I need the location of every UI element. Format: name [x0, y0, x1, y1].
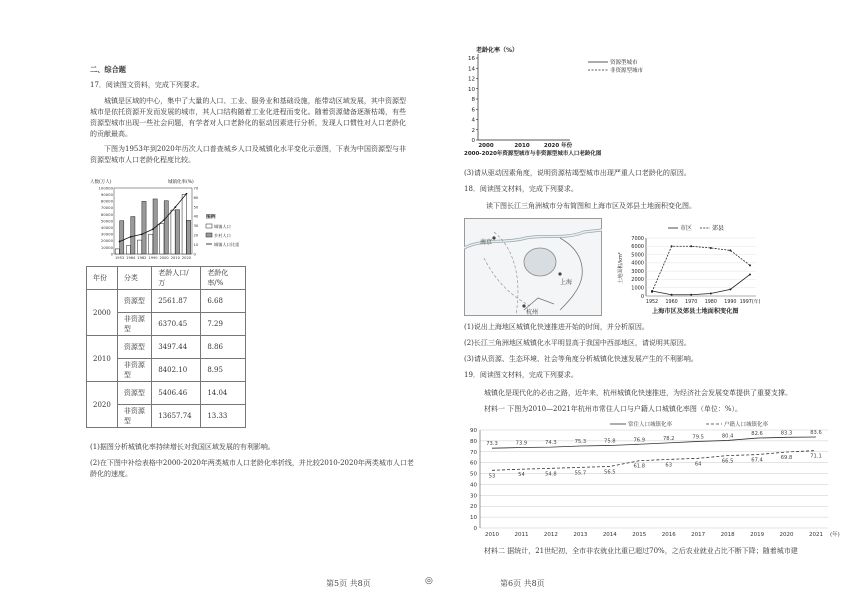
type-cell: 非资源型 [117, 359, 151, 382]
type-cell: 非资源型 [117, 405, 151, 428]
legend-label-urban: 城镇人口 [214, 224, 231, 229]
hz-data-label: 56.5 [604, 469, 616, 476]
bar-urban [126, 246, 130, 254]
hz-data-label: 67.4 [751, 457, 763, 464]
land-series-point [710, 247, 712, 249]
shanghai-land-chart [616, 220, 766, 316]
right-tick-label: 40 [193, 213, 199, 219]
land-series-point [710, 293, 712, 295]
land-x-tick-label: 1960 [665, 300, 678, 305]
category-label: 2020 [181, 256, 192, 260]
category-label: 1982 [137, 256, 147, 260]
hz-data-label: 54.8 [545, 471, 557, 478]
hz-data-label: 83.6 [810, 429, 822, 436]
year-cell: 2010 [87, 336, 118, 382]
land-y-tick-label: 5000 [631, 252, 644, 259]
aging-y-tick-label: 4 [471, 117, 475, 124]
hz-y-tick-label: 80 [470, 438, 477, 445]
type-cell: 非资源型 [117, 313, 151, 336]
q19-intro: 19．阅读图文材料，完成下列要求。 [464, 371, 578, 379]
bar-urban [137, 240, 141, 254]
section-title: 二、综合题 [90, 65, 126, 74]
hz-data-label: 73.3 [486, 441, 498, 448]
aging-y-tick-label: 8 [471, 97, 475, 103]
hz-data-label: 80.4 [721, 433, 734, 440]
legend-label-resource: 资源型城市 [610, 60, 638, 66]
pop-cell: 5406.46 [152, 382, 201, 405]
left-tick-label: 40000 [100, 225, 113, 230]
pop-cell: 13657.74 [152, 405, 201, 428]
hz-data-label: 73.9 [515, 440, 528, 447]
pop-cell: 3497.44 [152, 336, 201, 359]
right-tick-label: 50 [193, 204, 199, 210]
left-tick-label: 60000 [100, 211, 113, 217]
land-x-tick-label: 1952 [645, 300, 659, 305]
hz-data-label: 83.3 [780, 430, 793, 437]
left-tick-label: 70000 [100, 205, 113, 211]
hz-x-unit: (年) [830, 532, 840, 538]
population-urbanization-chart [88, 176, 248, 262]
urbanization-point [141, 233, 143, 235]
right-tick-label: 20 [193, 232, 199, 238]
table-header: 分类 [117, 267, 151, 290]
land-y-tick-label: 1000 [631, 285, 644, 292]
land-y-tick-label: 4000 [631, 260, 644, 267]
hz-x-tick-label: 2018 [720, 532, 735, 538]
pop-cell: 2561.87 [152, 290, 201, 313]
land-series-point [729, 288, 731, 290]
land-series-point [671, 294, 673, 296]
q17-intro: 17．阅读图文资料，完成下列要求。 [90, 81, 204, 89]
hz-y-tick-label: 0 [473, 526, 477, 532]
pop-cell: 8402.10 [152, 359, 201, 382]
pop-cell: 6370.45 [152, 313, 201, 336]
bar-urban [182, 194, 186, 254]
hz-data-label: 78.2 [662, 435, 675, 442]
right-axis-title: 城镇化率(%) [168, 180, 194, 185]
aging-y-tick-label: 14 [468, 66, 475, 73]
hz-data-label: 74.3 [545, 440, 557, 447]
urbanization-point [163, 219, 165, 221]
hz-x-tick-label: 2020 [779, 532, 794, 538]
rate-cell: 6.68 [201, 290, 246, 313]
aging-y-tick-label: 12 [468, 76, 475, 83]
table-header: 老龄人口/万 [152, 267, 201, 290]
bar-rural [120, 221, 124, 254]
urbanization-point [152, 228, 154, 230]
hz-data-label: 76.9 [633, 437, 646, 444]
category-label: 1953 [115, 256, 125, 260]
bar-rural [175, 210, 179, 254]
hz-y-tick-label: 90 [470, 428, 477, 434]
hz-data-label: 79.5 [692, 434, 704, 441]
hz-data-label: 54 [518, 472, 525, 479]
aging-x-tick-label: 2020 年份 [543, 143, 573, 149]
land-series-point [749, 273, 751, 275]
rate-cell: 7.29 [201, 313, 246, 336]
hz-data-label: 71.1 [810, 453, 822, 460]
rate-cell: 13.33 [201, 405, 246, 428]
q19-paragraph-1: 城镇化是现代化的必由之路，近年来，杭州城镇化快速推进，为经济社会发展变革提供了重要支撑。 [484, 389, 792, 397]
land-y-tick-label: 0 [640, 293, 644, 300]
q18-sub-1: (1)说出上海地区城镇化快速推进开始的时间，并分析原因。 [464, 323, 649, 331]
aging-x-tick-label: 2010 [514, 143, 530, 149]
q17-paragraph-2: 下图为1953年到2020年历次人口普查城乡人口及城镇化水平变化示意图，下表为中国资源型与非资源型城市人口老龄化程度比较。 [90, 145, 406, 164]
aging-ylabel: 老龄化率（%） [476, 47, 519, 54]
hz-data-label: 53 [488, 473, 496, 480]
table-row [87, 336, 246, 359]
left-tick-label: 90000 [100, 192, 113, 197]
legend-label-nonresource: 非资源型城市 [610, 68, 644, 74]
land-series-line [652, 274, 750, 294]
hz-y-tick-label: 70 [470, 449, 477, 456]
hz-data-label: 75.3 [574, 439, 587, 446]
bar-rural [131, 217, 135, 254]
q19-paragraph-3: 材料二 据统计，21世纪初，全市非农就业比重已超过70%，之后农业就业占比不断下降；随着城市建 [484, 547, 798, 555]
legend-label-suburb: 郊县 [712, 225, 725, 232]
bar-rural [186, 220, 190, 254]
land-x-tick-label: 1980 [704, 300, 717, 305]
table-header: 年份 [87, 267, 118, 290]
right-tick-label: 60 [193, 194, 199, 200]
hz-x-tick-label: 2015 [632, 532, 647, 538]
land-x-tick-label: 1990 [724, 300, 737, 305]
map-label-nanjing: 南京 [480, 239, 493, 246]
q17-sub-1: (1)据图分析城镇化率持续增长对我国区域发展的有利影响。 [90, 443, 275, 451]
legend-label-city: 市区 [680, 225, 693, 232]
right-tick-label: 10 [193, 241, 199, 247]
hz-data-label: 75.8 [604, 438, 616, 445]
left-axis-title: 人数(万人) [90, 180, 112, 185]
category-label: 2010 [170, 256, 180, 260]
land-series-point [690, 294, 692, 296]
table-row [87, 382, 246, 405]
rate-cell: 8.86 [201, 336, 246, 359]
rate-cell: 8.95 [201, 359, 246, 382]
hz-x-tick-label: 2013 [573, 532, 588, 538]
land-series-point [671, 245, 673, 247]
legend-label-resident: 常住人口城镇化率 [628, 422, 673, 428]
legend-label-registered: 户籍人口城镇化率 [724, 422, 769, 428]
urbanization-point [186, 193, 188, 195]
type-cell: 资源型 [117, 290, 151, 313]
left-tick-label: 20000 [100, 238, 113, 244]
right-tick-label: 70 [193, 185, 199, 191]
right-page [430, 0, 860, 608]
legend-swatch-urban [206, 224, 212, 228]
aging-y-tick-label: 0 [471, 138, 475, 144]
hz-series-line [492, 437, 816, 448]
legend-swatch-rural [206, 233, 212, 237]
hz-data-label: 63 [665, 462, 673, 469]
land-x-tick-label: 1997(年) [739, 300, 761, 305]
aging-x-tick-label: 2000 [478, 143, 494, 149]
bar-rural [142, 201, 146, 254]
land-ylabel: 土地面积/km² [618, 252, 624, 284]
left-tick-label: 10000 [100, 244, 113, 250]
land-series-point [690, 245, 692, 247]
hz-x-tick-label: 2012 [543, 532, 558, 538]
table-header-row [87, 267, 246, 290]
legend-title: 图例 [206, 215, 216, 220]
left-tick-label: 100000 [98, 185, 113, 191]
table-header: 老龄化率/% [201, 267, 246, 290]
hz-y-tick-label: 20 [470, 504, 477, 511]
aging-title: 2000-2020年资源型城市与非资源型城市人口老龄化图 [464, 151, 602, 157]
page-footer-right: 第6页 共8页 [500, 579, 545, 588]
land-series-point [651, 291, 653, 293]
right-tick-label: 30 [193, 223, 199, 229]
hz-x-tick-label: 2021 [809, 532, 823, 538]
bar-urban [115, 249, 119, 254]
land-x-tick-label: 1970 [685, 300, 698, 305]
hz-x-tick-label: 2014 [602, 532, 617, 538]
right-tick-label: 0 [193, 251, 196, 257]
urbanization-point [130, 236, 132, 238]
left-tick-label: 80000 [100, 198, 113, 204]
hz-data-label: 69.8 [780, 454, 793, 461]
q19-paragraph-2: 材料一 下图为2010—2021年杭州市常住人口与户籍人口城镇化率图（单位：%）。 [484, 405, 743, 413]
hz-x-tick-label: 2017 [691, 532, 706, 538]
page-footer-left: 第5页 共8页 [326, 579, 371, 588]
land-series-point [749, 264, 751, 266]
bar-urban [171, 210, 175, 254]
left-tick-label: 50000 [100, 218, 113, 224]
hz-x-tick-label: 2016 [661, 532, 676, 538]
hz-y-tick-label: 40 [470, 482, 477, 489]
hz-x-tick-label: 2011 [514, 532, 529, 538]
aging-y-tick-label: 2 [471, 127, 475, 134]
type-cell: 资源型 [117, 382, 151, 405]
land-y-tick-label: 2000 [631, 277, 644, 284]
bar-rural [164, 201, 168, 254]
aging-y-tick-label: 16 [468, 56, 475, 62]
hz-y-tick-label: 60 [470, 460, 477, 467]
land-series-line [652, 246, 750, 292]
category-label: 1990 [148, 256, 158, 260]
q17-sub-2: (2)在下图中补绘表格中2000-2020年两类城市人口老龄化率折线，并比较2010-2020年两类城市人口老龄化的速度。 [90, 459, 414, 478]
map-label-shanghai: 上海 [560, 279, 573, 286]
yangtze-delta-map [464, 218, 602, 316]
category-label: 2000 [159, 256, 169, 260]
hz-y-tick-label: 10 [470, 515, 477, 522]
land-y-tick-label: 3000 [631, 268, 644, 275]
hz-x-tick-label: 2010 [485, 532, 499, 538]
q17-sub-3: (3)请从驱动因素角度，说明资源枯竭型城市出现严重人口老龄化的原因。 [464, 169, 691, 177]
year-cell: 2000 [87, 290, 118, 336]
q18-paragraph: 读下图长江三角洲城市分布简图和上海市区及郊县土地面积变化图。 [486, 202, 696, 210]
map-label-hangzhou: 杭州 [526, 309, 539, 316]
hangzhou-urbanization-chart [460, 418, 860, 544]
aging-y-tick-label: 10 [468, 86, 475, 93]
table-row [87, 290, 246, 313]
rate-cell: 14.04 [201, 382, 246, 405]
legend-label-ratio: 城镇人口比重 [214, 242, 240, 247]
q18-intro: 18．阅读图文材料，完成下列要求。 [464, 185, 578, 193]
land-y-tick-label: 7000 [631, 235, 644, 242]
bar-urban [149, 234, 153, 254]
bar-urban [160, 224, 164, 254]
hz-data-label: 66.5 [721, 458, 734, 465]
land-title: 上海市区及郊县土地面积变化图 [652, 308, 739, 315]
hz-y-tick-label: 50 [470, 471, 477, 478]
left-tick-label: 30000 [100, 231, 113, 237]
center-mark: ◎ [425, 576, 433, 586]
q18-sub-3: (3)请从资源、生态环境、社会等角度分析城镇化快速发展产生的不利影响。 [464, 355, 698, 363]
hz-data-label: 61.8 [633, 463, 646, 470]
type-cell: 资源型 [117, 336, 151, 359]
hz-series-line [492, 451, 816, 471]
hz-y-tick-label: 30 [470, 493, 477, 500]
category-label: 1964 [126, 256, 136, 260]
hz-data-label: 55.7 [574, 470, 587, 477]
hz-data-label: 64 [694, 461, 702, 468]
hz-data-label: 82.6 [751, 431, 763, 438]
legend-label-rural: 乡村人口 [214, 233, 231, 238]
q17-paragraph-1: 城镇是区域的中心，集中了大量的人口、工业、服务业和基础设施，能带动区域发展，其中资源型城市是依托资源开发而发展的城市，其人口结构随着工业化进程而变化。随着资源储备逐渐枯竭，有些资源型城市出现一些社会问题，有学者对人口老龄化的驱动因素进行分析，发现人口惯性对人口老龄化的贡献最高。 [90, 97, 406, 138]
urbanization-point [119, 241, 121, 243]
land-series-point [729, 249, 731, 251]
urbanization-point [174, 206, 176, 208]
aging-y-tick-label: 6 [471, 107, 475, 114]
aging-table [86, 266, 246, 428]
aging-rate-chart [460, 44, 710, 162]
land-y-tick-label: 6000 [631, 244, 644, 251]
hz-x-tick-label: 2019 [750, 532, 765, 538]
year-cell: 2020 [87, 382, 118, 428]
left-tick-label: 0 [110, 251, 113, 257]
q18-sub-2: (2)长江三角洲地区城镇化水平明显高于我国中西部地区，请说明其原因。 [464, 339, 691, 347]
